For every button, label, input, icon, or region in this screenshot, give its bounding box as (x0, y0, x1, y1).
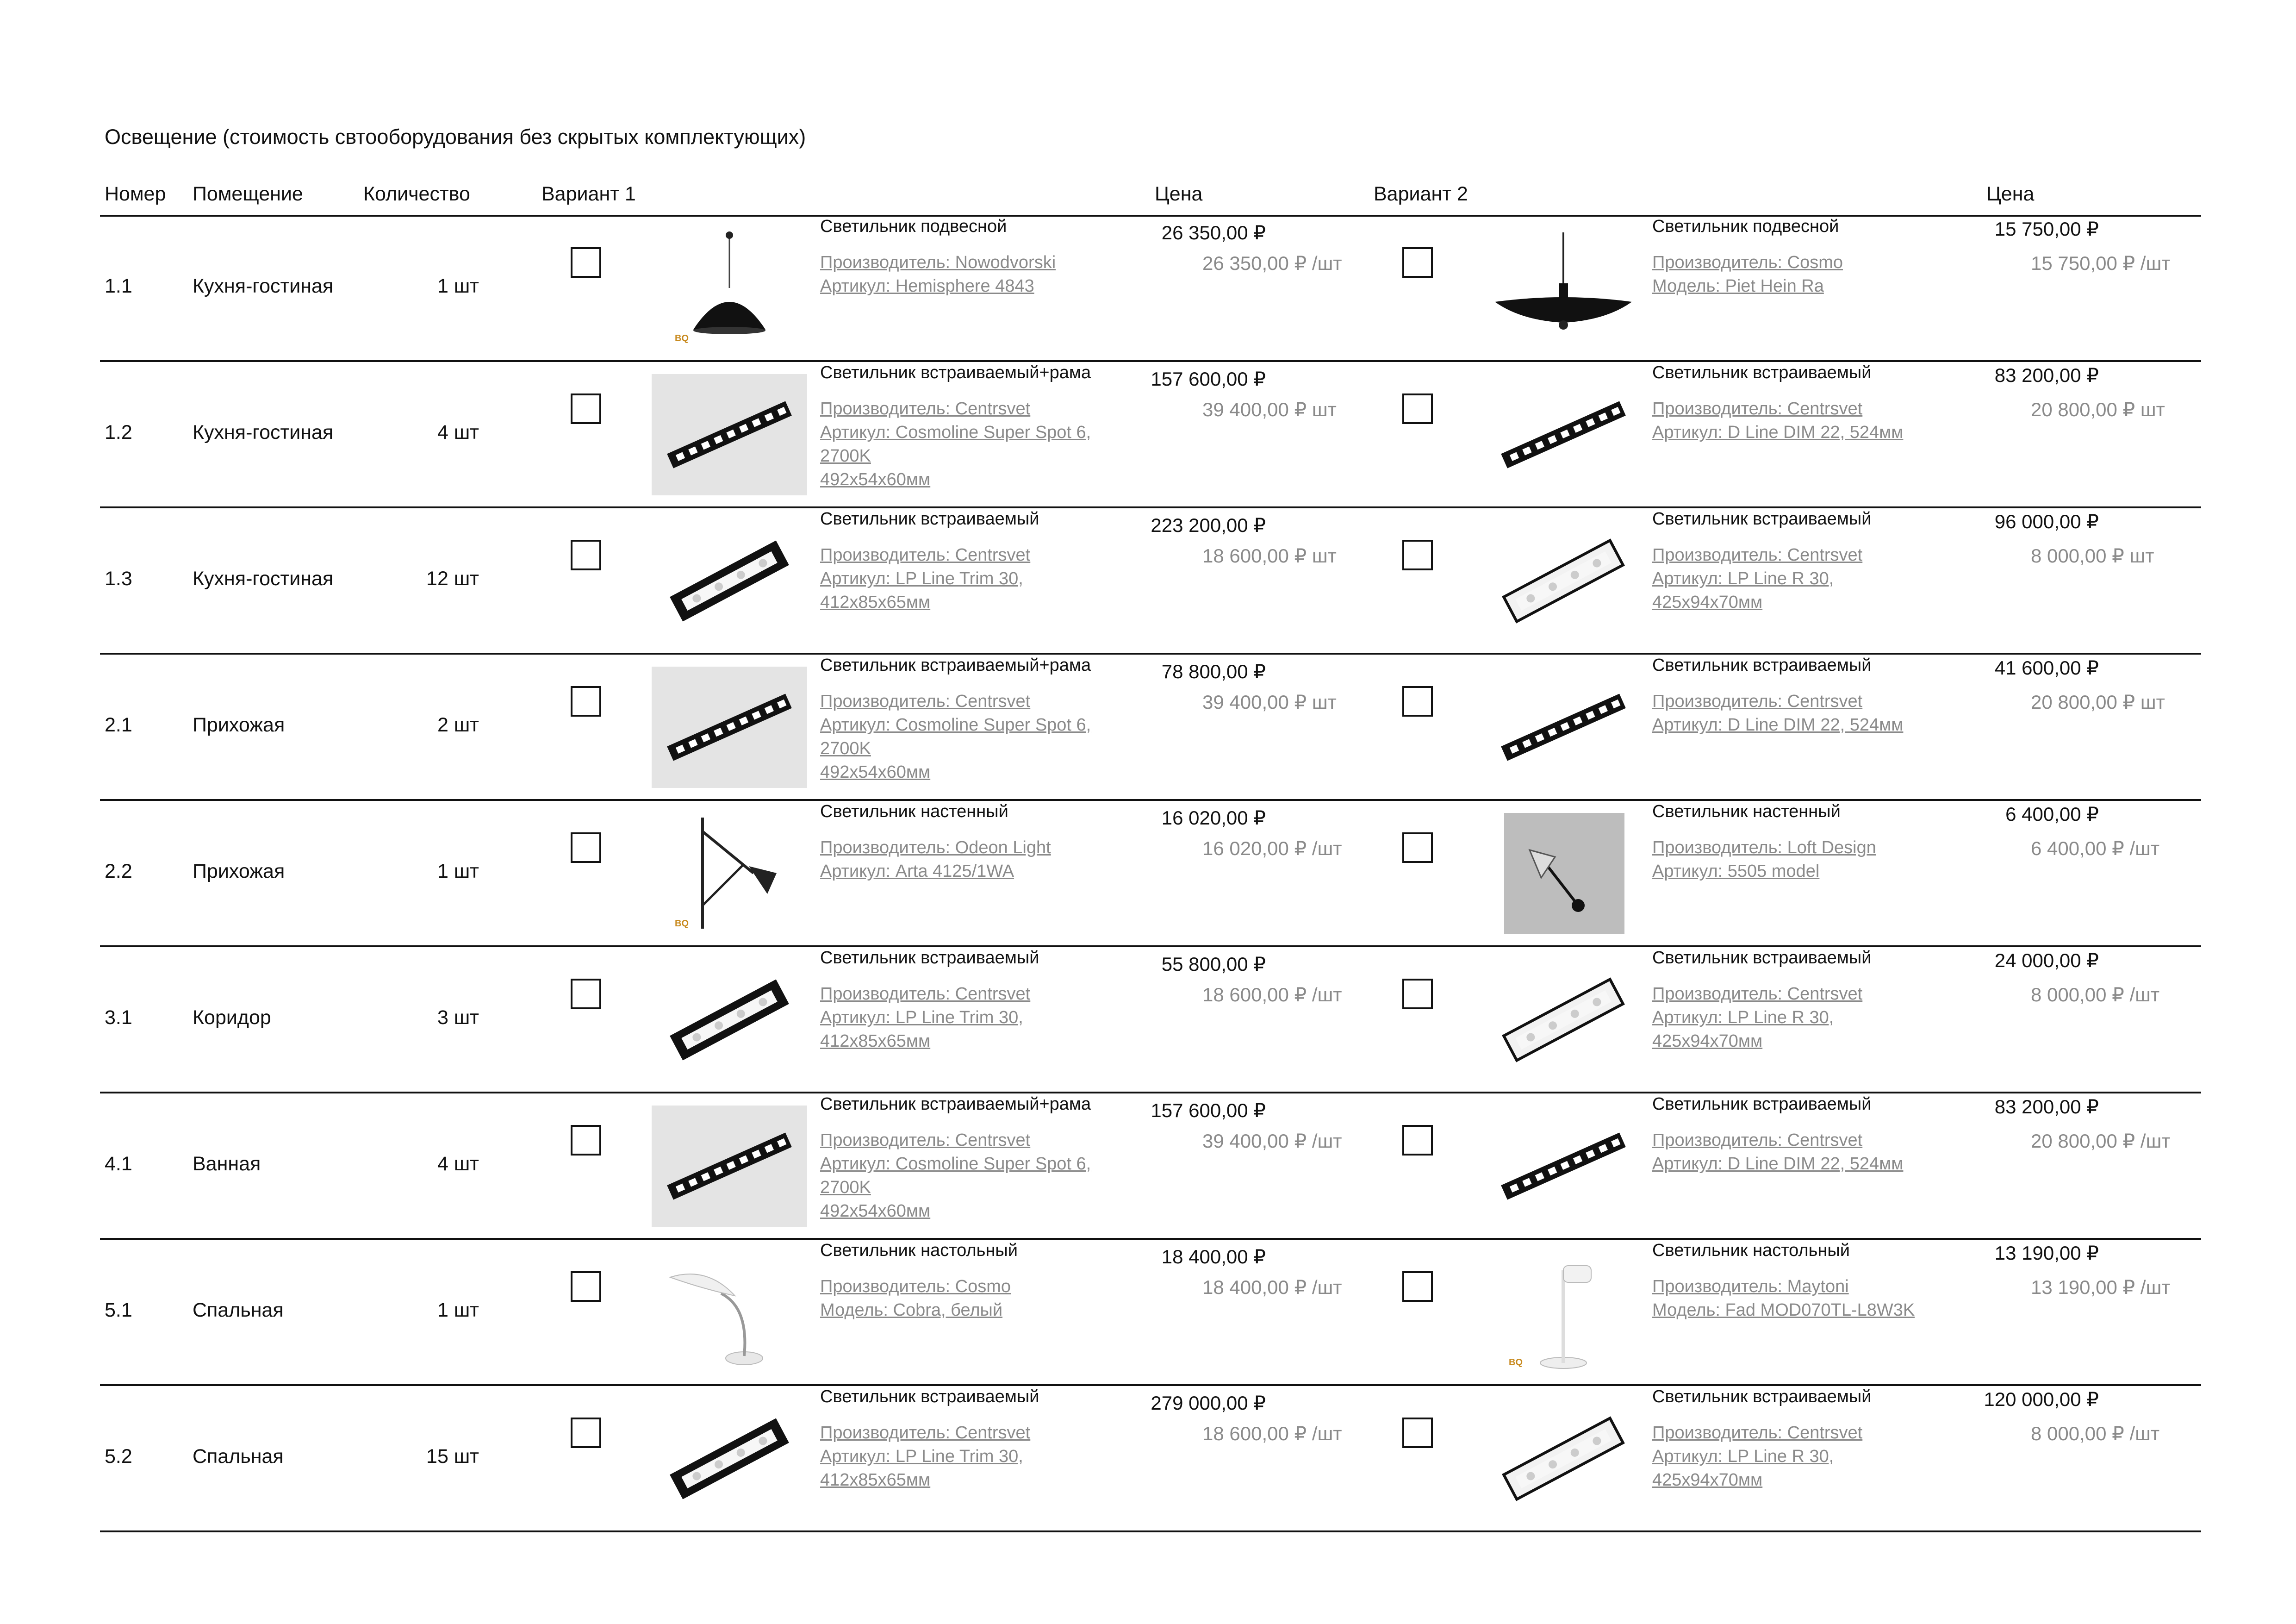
wall-arm-lamp-icon (652, 813, 807, 934)
header-quantity: Количество (363, 183, 470, 205)
header-price-1: Цена (1155, 183, 1203, 205)
variant-1-unit-price: 16 020,00 ₽ /шт (1202, 837, 1342, 859)
linear-trim-white-icon (1486, 520, 1641, 642)
variant-2-name: Светильник встраиваемый (1652, 1094, 1872, 1114)
table-row (0, 654, 2296, 800)
variant-1-name: Светильник подвесной (820, 217, 1007, 236)
header-variant-1: Вариант 1 (541, 183, 636, 205)
variant-1-image (652, 1252, 807, 1373)
variant-1-image (652, 667, 807, 788)
variant-2-image (1486, 813, 1641, 934)
variant-1-link[interactable] (820, 1275, 1011, 1322)
variant-2-name: Светильник встраиваемый (1652, 656, 1872, 675)
table-row (0, 361, 2296, 507)
header-number: Номер (105, 183, 166, 205)
article-line[interactable]: 412x85x65мм (820, 1470, 931, 1490)
article-line[interactable]: Артикул: D Line DIM 22, 524мм (1652, 715, 1904, 735)
variant-1-unit-price: 18 400,00 ₽ /шт (1202, 1276, 1342, 1298)
row-number: 4.1 (105, 1153, 132, 1175)
variant-1-unit-price: 39 400,00 ₽ /шт (1202, 1130, 1342, 1152)
variant-2-link[interactable] (1652, 1129, 1903, 1176)
row-number: 3.1 (105, 1006, 132, 1029)
row-quantity: 3 шт (437, 1006, 479, 1029)
variant-2-checkbox[interactable] (1402, 1271, 1433, 1302)
article-line[interactable]: Артикул: LP Line Trim 30, (820, 1008, 1023, 1027)
variant-1-image (652, 959, 807, 1081)
article-line[interactable]: Артикул: Cosmoline Super Spot 6, (820, 423, 1091, 442)
variant-1-image (652, 374, 807, 495)
manufacturer-link[interactable]: Производитель: Nowodvorski (820, 253, 1056, 272)
table-row (0, 800, 2296, 946)
row-number: 5.2 (105, 1445, 132, 1468)
linear-spot-framed-icon (652, 1106, 807, 1227)
variant-1-name: Светильник настенный (820, 802, 1008, 821)
article-line[interactable]: 492x54x60мм (820, 762, 931, 782)
article-line[interactable]: 492x54x60мм (820, 470, 931, 489)
variant-1-total-price: 279 000,00 ₽ (1151, 1392, 1266, 1414)
variant-2-total-price: 41 600,00 ₽ (1994, 657, 2099, 679)
pendant-flat-black-icon (1486, 228, 1641, 349)
row-room: Коридор (193, 1006, 271, 1029)
manufacturer-link[interactable]: Производитель: Centrsvet (820, 1423, 1031, 1443)
pendant-dome-black-icon (652, 228, 807, 349)
variant-2-image (1486, 374, 1641, 495)
variant-2-name: Светильник встраиваемый (1652, 1387, 1872, 1406)
variant-1-link[interactable] (820, 836, 1051, 883)
row-room: Ванная (193, 1153, 261, 1175)
variant-1-name: Светильник встраиваемый+рама (820, 363, 1091, 382)
variant-2-total-price: 13 190,00 ₽ (1994, 1242, 2099, 1264)
variant-2-link[interactable] (1652, 543, 1862, 614)
variant-2-name: Светильник встраиваемый (1652, 509, 1872, 529)
row-quantity: 12 шт (426, 568, 479, 590)
variant-1-link[interactable] (820, 1129, 1091, 1223)
variant-2-unit-price: 8 000,00 ₽ шт (2031, 545, 2154, 567)
article-line[interactable]: 2700K (820, 446, 871, 466)
page-title: Освещение (стоимость свтооборудования без скрытых комплектующих) (105, 125, 806, 149)
variant-1-checkbox[interactable] (571, 1271, 601, 1302)
manufacturer-link[interactable]: Производитель: Centrsvet (820, 1131, 1031, 1150)
article-line[interactable]: Артикул: D Line DIM 22, 524мм (1652, 1154, 1904, 1174)
manufacturer-link[interactable]: Производитель: Centrsvet (820, 399, 1031, 418)
variant-1-unit-price: 18 600,00 ₽ /шт (1202, 1423, 1342, 1444)
variant-2-image (1486, 959, 1641, 1081)
row-quantity: 15 шт (426, 1445, 479, 1468)
article-line[interactable]: 492x54x60мм (820, 1201, 931, 1221)
variant-1-name: Светильник встраиваемый (820, 1387, 1039, 1406)
variant-2-total-price: 6 400,00 ₽ (2005, 803, 2099, 825)
variant-1-name: Светильник встраиваемый+рама (820, 656, 1091, 675)
row-quantity: 2 шт (437, 714, 479, 736)
row-number: 1.3 (105, 568, 132, 590)
article-line[interactable]: 425x94x70мм (1652, 1031, 1763, 1051)
variant-1-checkbox[interactable] (571, 540, 601, 570)
row-divider (100, 1530, 2201, 1532)
manufacturer-link[interactable]: Производитель: Cosmo (1652, 253, 1843, 272)
header-price-2: Цена (1986, 183, 2035, 205)
table-row (0, 946, 2296, 1093)
row-number: 2.2 (105, 860, 132, 882)
linear-trim-white-icon (1486, 959, 1641, 1081)
variant-2-name: Светильник встраиваемый (1652, 363, 1872, 382)
article-line[interactable]: Артикул: LP Line Trim 30, (820, 1447, 1023, 1466)
table-row (0, 1385, 2296, 1531)
row-quantity: 1 шт (437, 1299, 479, 1321)
shop-logo: BQ (1509, 1357, 1523, 1368)
variant-2-link[interactable] (1652, 1275, 1915, 1322)
variant-2-total-price: 96 000,00 ₽ (1994, 511, 2099, 532)
linear-trim-black-icon (652, 520, 807, 642)
variant-1-link[interactable] (820, 251, 1056, 298)
row-quantity: 1 шт (437, 860, 479, 882)
variant-1-name: Светильник встраиваемый (820, 509, 1039, 529)
article-line[interactable]: Модель: Cobra, белый (820, 1300, 1003, 1320)
linear-spot-icon (1486, 374, 1641, 495)
manufacturer-link[interactable]: Производитель: Centrsvet (820, 545, 1031, 565)
manufacturer-link[interactable]: Производитель: Maytoni (1652, 1277, 1849, 1296)
article-line[interactable]: 412x85x65мм (820, 1031, 931, 1051)
variant-2-checkbox[interactable] (1402, 247, 1433, 278)
variant-1-image (652, 520, 807, 642)
variant-1-total-price: 223 200,00 ₽ (1151, 514, 1266, 536)
table-row (0, 215, 2296, 361)
article-line[interactable]: Модель: Piet Hein Ra (1652, 276, 1824, 296)
manufacturer-link[interactable]: Производитель: Centrsvet (1652, 1423, 1863, 1443)
variant-2-checkbox[interactable] (1402, 1418, 1433, 1448)
variant-1-link[interactable] (820, 690, 1091, 784)
variant-1-checkbox[interactable] (571, 1418, 601, 1448)
manufacturer-link[interactable]: Производитель: Cosmo (820, 1277, 1011, 1296)
variant-2-total-price: 120 000,00 ₽ (1984, 1388, 2099, 1410)
row-room: Кухня-гостиная (193, 421, 334, 443)
header-variant-2: Вариант 2 (1374, 183, 1468, 205)
variant-1-link[interactable] (820, 982, 1030, 1053)
manufacturer-link[interactable]: Производитель: Centrsvet (1652, 1131, 1863, 1150)
desk-lamp-cobra-icon (652, 1252, 807, 1373)
variant-2-checkbox[interactable] (1402, 394, 1433, 424)
variant-2-unit-price: 15 750,00 ₽ /шт (2031, 252, 2171, 274)
article-line[interactable]: Артикул: Arta 4125/1WA (820, 862, 1014, 881)
variant-1-link[interactable] (820, 1421, 1030, 1492)
variant-1-unit-price: 18 600,00 ₽ /шт (1202, 984, 1342, 1006)
variant-2-total-price: 15 750,00 ₽ (1994, 218, 2099, 240)
variant-1-name: Светильник настольный (820, 1241, 1018, 1260)
article-line[interactable]: 2700K (820, 1178, 871, 1197)
variant-1-checkbox[interactable] (571, 1125, 601, 1156)
variant-1-total-price: 16 020,00 ₽ (1161, 807, 1266, 829)
row-room: Кухня-гостиная (193, 568, 334, 590)
variant-1-total-price: 78 800,00 ₽ (1161, 661, 1266, 682)
article-line[interactable]: 425x94x70мм (1652, 593, 1763, 612)
variant-2-total-price: 24 000,00 ₽ (1994, 949, 2099, 971)
manufacturer-link[interactable]: Производитель: Centrsvet (1652, 399, 1863, 418)
variant-1-unit-price: 18 600,00 ₽ шт (1202, 545, 1337, 567)
row-room: Спальная (193, 1299, 284, 1321)
variant-1-unit-price: 39 400,00 ₽ шт (1202, 691, 1337, 713)
article-line[interactable]: Артикул: Hemisphere 4843 (820, 276, 1034, 296)
variant-2-image (1486, 1106, 1641, 1227)
variant-2-checkbox[interactable] (1402, 686, 1433, 717)
variant-1-image (652, 1106, 807, 1227)
article-line[interactable]: Артикул: LP Line R 30, (1652, 569, 1834, 588)
variant-1-unit-price: 26 350,00 ₽ /шт (1202, 252, 1342, 274)
variant-2-name: Светильник подвесной (1652, 217, 1839, 236)
manufacturer-link[interactable]: Производитель: Centrsvet (820, 692, 1031, 711)
variant-2-checkbox[interactable] (1402, 1125, 1433, 1156)
linear-spot-framed-icon (652, 374, 807, 495)
article-line[interactable]: 412x85x65мм (820, 593, 931, 612)
row-quantity: 4 шт (437, 1153, 479, 1175)
article-line[interactable]: Артикул: Cosmoline Super Spot 6, (820, 1154, 1091, 1174)
linear-spot-icon (1486, 1106, 1641, 1227)
variant-1-checkbox[interactable] (571, 979, 601, 1009)
linear-trim-black-icon (652, 959, 807, 1081)
variant-2-total-price: 83 200,00 ₽ (1994, 364, 2099, 386)
variant-2-link[interactable] (1652, 251, 1843, 298)
linear-spot-framed-icon (652, 667, 807, 788)
header-room: Помещение (193, 183, 303, 205)
linear-trim-white-icon (1486, 1398, 1641, 1519)
variant-1-checkbox[interactable] (571, 247, 601, 278)
variant-1-image (652, 1398, 807, 1519)
variant-1-name: Светильник встраиваемый (820, 948, 1039, 968)
row-room: Прихожая (193, 860, 285, 882)
linear-trim-black-icon (652, 1398, 807, 1519)
wall-lamp-photo-icon (1486, 813, 1641, 934)
variant-1-link[interactable] (820, 543, 1030, 614)
article-line[interactable]: Артикул: LP Line R 30, (1652, 1447, 1834, 1466)
row-room: Кухня-гостиная (193, 275, 334, 297)
variant-2-checkbox[interactable] (1402, 979, 1433, 1009)
table-row (0, 1093, 2296, 1239)
variant-2-image (1486, 1398, 1641, 1519)
variant-1-checkbox[interactable] (571, 394, 601, 424)
variant-1-name: Светильник встраиваемый+рама (820, 1094, 1091, 1114)
article-line[interactable]: Артикул: LP Line Trim 30, (820, 569, 1023, 588)
variant-1-image (652, 228, 807, 349)
row-quantity: 4 шт (437, 421, 479, 443)
article-line[interactable]: 2700K (820, 739, 871, 758)
variant-1-checkbox[interactable] (571, 832, 601, 863)
manufacturer-link[interactable]: Производитель: Odeon Light (820, 838, 1051, 857)
variant-1-image (652, 813, 807, 934)
row-number: 1.1 (105, 275, 132, 297)
shop-logo: BQ (675, 918, 689, 929)
variant-2-unit-price: 13 190,00 ₽ /шт (2031, 1276, 2171, 1298)
row-number: 1.2 (105, 421, 132, 443)
manufacturer-link[interactable]: Производитель: Centrsvet (1652, 984, 1863, 1004)
variant-2-unit-price: 20 800,00 ₽ /шт (2031, 1130, 2171, 1152)
variant-2-checkbox[interactable] (1402, 832, 1433, 863)
row-room: Спальная (193, 1445, 284, 1468)
variant-2-image (1486, 667, 1641, 788)
variant-2-link[interactable] (1652, 690, 1903, 737)
variant-1-total-price: 18 400,00 ₽ (1161, 1246, 1266, 1268)
variant-2-image (1486, 1252, 1641, 1373)
variant-1-total-price: 55 800,00 ₽ (1161, 953, 1266, 975)
table-row (0, 507, 2296, 654)
shop-logo: BQ (675, 333, 689, 344)
manufacturer-link[interactable]: Производитель: Loft Design (1652, 838, 1876, 857)
manufacturer-link[interactable]: Производитель: Centrsvet (1652, 692, 1863, 711)
variant-1-total-price: 26 350,00 ₽ (1161, 222, 1266, 244)
variant-2-total-price: 83 200,00 ₽ (1994, 1096, 2099, 1118)
variant-2-unit-price: 8 000,00 ₽ /шт (2031, 984, 2160, 1006)
variant-2-name: Светильник настольный (1652, 1241, 1850, 1260)
row-number: 2.1 (105, 714, 132, 736)
article-line[interactable]: Артикул: LP Line R 30, (1652, 1008, 1834, 1027)
variant-1-link[interactable] (820, 397, 1091, 492)
variant-2-unit-price: 20 800,00 ₽ шт (2031, 691, 2165, 713)
desk-lamp-fad-icon (1486, 1252, 1641, 1373)
variant-2-checkbox[interactable] (1402, 540, 1433, 570)
article-line[interactable]: Артикул: 5505 model (1652, 862, 1820, 881)
row-quantity: 1 шт (437, 275, 479, 297)
variant-1-total-price: 157 600,00 ₽ (1151, 1099, 1266, 1121)
variant-1-total-price: 157 600,00 ₽ (1151, 368, 1266, 390)
row-room: Прихожая (193, 714, 285, 736)
table-row (0, 1239, 2296, 1385)
manufacturer-link[interactable]: Производитель: Centrsvet (820, 984, 1031, 1004)
variant-2-unit-price: 8 000,00 ₽ /шт (2031, 1423, 2160, 1444)
linear-spot-icon (1486, 667, 1641, 788)
variant-2-image (1486, 520, 1641, 642)
variant-1-checkbox[interactable] (571, 686, 601, 717)
variant-2-link[interactable] (1652, 982, 1862, 1053)
variant-2-image (1486, 228, 1641, 349)
variant-2-link[interactable] (1652, 397, 1903, 444)
row-number: 5.1 (105, 1299, 132, 1321)
variant-2-link[interactable] (1652, 1421, 1862, 1492)
article-line[interactable]: 425x94x70мм (1652, 1470, 1763, 1490)
variant-1-unit-price: 39 400,00 ₽ шт (1202, 399, 1337, 420)
variant-2-name: Светильник встраиваемый (1652, 948, 1872, 968)
article-line[interactable]: Артикул: Cosmoline Super Spot 6, (820, 715, 1091, 735)
variant-2-unit-price: 6 400,00 ₽ /шт (2031, 837, 2160, 859)
variant-2-link[interactable] (1652, 836, 1876, 883)
variant-2-name: Светильник настенный (1652, 802, 1841, 821)
article-line[interactable]: Модель: Fad MOD070TL-L8W3K (1652, 1300, 1915, 1320)
article-line[interactable]: Артикул: D Line DIM 22, 524мм (1652, 423, 1904, 442)
variant-2-unit-price: 20 800,00 ₽ шт (2031, 399, 2165, 420)
manufacturer-link[interactable]: Производитель: Centrsvet (1652, 545, 1863, 565)
